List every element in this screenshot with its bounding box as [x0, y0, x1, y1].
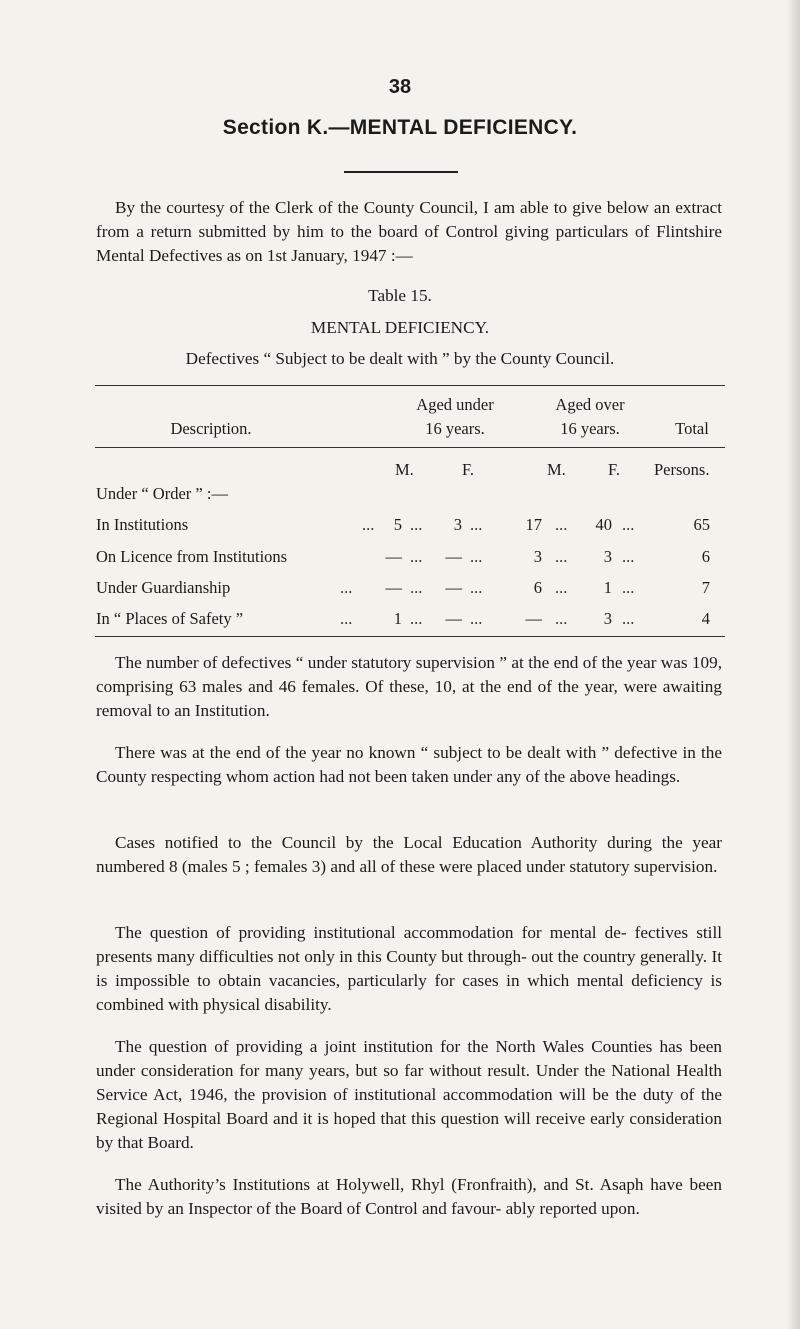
cell-under-m: 5	[393, 515, 402, 534]
paragraph-statutory-supervision: The number of defectives “ under statutory supervision ” at the end of the year was 109, comprising 63 males and 46 females. Of these, 10, at the end of the year, were awaiting removal to an Institution.	[96, 653, 722, 720]
cell-over-m: —	[525, 609, 542, 628]
cell-over-m: 6	[533, 578, 542, 597]
table-title: MENTAL DEFICIENCY.	[310, 318, 490, 337]
table-top-rule	[95, 385, 725, 386]
header-aged-under-line1: Aged under	[416, 395, 494, 414]
page-number: 38	[388, 76, 412, 98]
cell-leader: ...	[555, 515, 568, 534]
cell-total: 7	[701, 578, 710, 597]
table-bottom-rule	[95, 636, 725, 637]
section-title: Section K.—MENTAL DEFICIENCY.	[222, 116, 578, 139]
header-aged-over-line1: Aged over	[555, 395, 625, 414]
cell-total: 65	[693, 515, 710, 534]
cell-leader: ...	[555, 547, 568, 566]
cell-under-m: 1	[393, 609, 402, 628]
cell-leader: ...	[410, 515, 423, 534]
cell-leader: ...	[622, 515, 635, 534]
subheader-f-over: F.	[608, 460, 620, 479]
cell-leader: ...	[410, 609, 423, 628]
cell-total: 4	[701, 609, 710, 628]
row-label: In “ Places of Safety ”	[96, 609, 244, 628]
intro-paragraph: By the courtesy of the Clerk of the County Council, I am able to give below an extract from a return submitted by him to the board of Control giving particulars of Flintshire Mental Defectives as on 1st January, 1947 :—	[96, 198, 722, 265]
cell-leader: ...	[555, 609, 568, 628]
cell-over-m: 3	[533, 547, 542, 566]
table-label: Table 15.	[368, 286, 432, 305]
row-label: In Institutions	[96, 515, 189, 534]
cell-total: 6	[701, 547, 710, 566]
cell-over-f: 40	[595, 515, 612, 534]
cell-under-m: —	[385, 578, 402, 597]
header-description: Description.	[170, 419, 252, 438]
row-leader: ...	[340, 609, 353, 628]
cell-leader: ...	[555, 578, 568, 597]
row-label: On Licence from Institutions	[96, 547, 288, 566]
table-caption: Defectives “ Subject to be dealt with ” by the County Council.	[185, 349, 615, 368]
paragraph-subject-to-be-dealt-with: There was at the end of the year no known “ subject to be dealt with ” defective in the County respecting whom action had not been taken under any of the above headings.	[96, 743, 722, 786]
cell-leader: ...	[470, 578, 483, 597]
cell-leader: ...	[410, 547, 423, 566]
cell-leader: ...	[470, 609, 483, 628]
cell-under-f: —	[445, 547, 462, 566]
cell-leader: ...	[622, 578, 635, 597]
table-header-rule	[95, 447, 725, 448]
row-leader: ...	[362, 515, 375, 534]
page-edge-shadow	[786, 0, 800, 1329]
subheader-persons: Persons.	[654, 460, 710, 479]
paragraph-authority-institutions: The Authority’s Institutions at Holywell, Rhyl (Fronfraith), and St. Asaph have been visited by an Inspector of the Board of Control and favour- ably reported upon.	[96, 1175, 722, 1218]
title-underline	[344, 171, 458, 173]
cell-leader: ...	[470, 547, 483, 566]
header-aged-under-line2: 16 years.	[425, 419, 485, 438]
cell-leader: ...	[622, 547, 635, 566]
group-label-under-order: Under “ Order ” :—	[96, 484, 228, 503]
header-total: Total	[675, 419, 709, 438]
cell-under-f: —	[445, 609, 462, 628]
subheader-m-under: M.	[395, 460, 414, 479]
row-label: Under Guardianship	[96, 578, 231, 597]
cell-under-f: 3	[453, 515, 462, 534]
cell-leader: ...	[622, 609, 635, 628]
subheader-f-under: F.	[462, 460, 474, 479]
cell-over-m: 17	[525, 515, 542, 534]
row-leader: ...	[340, 578, 353, 597]
paragraph-joint-institution: The question of providing a joint institution for the North Wales Counties has been under consideration for many years, but so far without result. Under the National Health Service Act, 1946, the provision of institutional accommodation will be the duty of the Regional Hospital Board and it is hoped that this question will receive early consideration by that Board.	[96, 1037, 722, 1152]
subheader-m-over: M.	[547, 460, 566, 479]
paragraph-cases-notified: Cases notified to the Council by the Local Education Authority during the year numbered 8 (males 5 ; females 3) and all of these were placed under statutory supervision.	[96, 833, 722, 876]
cell-leader: ...	[410, 578, 423, 597]
header-aged-over-line2: 16 years.	[560, 419, 620, 438]
cell-under-f: —	[445, 578, 462, 597]
cell-under-m: —	[385, 547, 402, 566]
paragraph-institutional-accommodation: The question of providing institutional accommodation for mental de- fectives still presents many difficulties not only in this County but through- out the country generally. It is impossible to obtain vacancies, particularly for cases in which mental deficiency is combined with physical disability.	[96, 923, 722, 1014]
cell-over-f: 1	[603, 578, 612, 597]
cell-leader: ...	[470, 515, 483, 534]
cell-over-f: 3	[603, 547, 612, 566]
cell-over-f: 3	[603, 609, 612, 628]
